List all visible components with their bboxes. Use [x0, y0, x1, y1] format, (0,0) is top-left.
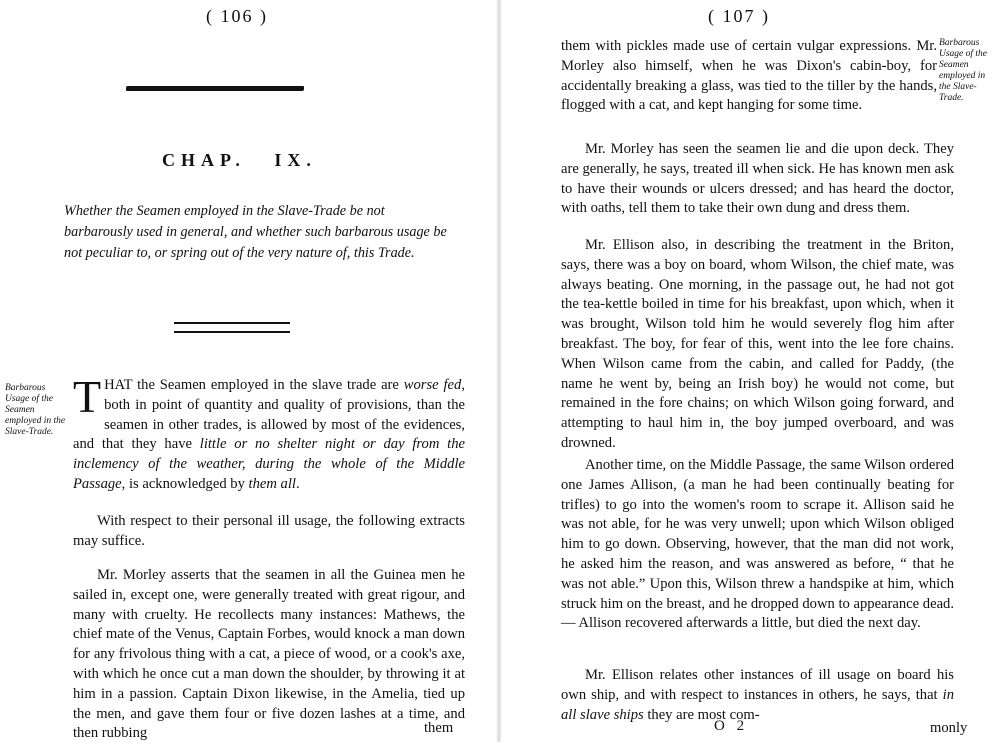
left-para-3 — [73, 566, 465, 744]
left-body-text — [73, 371, 465, 495]
paragraph — [561, 666, 954, 725]
paragraph: Mr. Morley asserts that the seamen in all the Guinea men he sailed in, except one, were generally treated with great rigour, and many with cruelty. He recollects many instances: Mathews, the chief mate of the Venus, Captain Forbes, would knock a man down for any frivolous thing with a cat, a piece of wood, or a cook's axe, with which he once cut a man down the shoulder, by throwing it at him in a passion. Captain Dixon likewise, in the Amelia, tied up the men, and gave them four or five dozen lashes at a time, and then rubbing — [73, 567, 465, 742]
paragraph: Mr. Ellison also, in describing the treatment in the Briton, says, there was a boy on board, whom Wilson, the chief mate, was always beating. One morning, in the passage out, he had not got the tea-kettle boiled in time for his breakfast, upon which, when it was brought, Wilson told him he would severely flog him after breakfast. The boy, for fear of this, went into the lee fore chains. When Wilson came from the cabin, and called for Paddy, (the name he went by, being an Irish boy) he would not come, but remained in the fore chains; on which Wilson going forward, and attempting to haul him in, the boy jumped overboard, and was drowned. — [561, 237, 954, 451]
right-para-4 — [561, 456, 954, 634]
italic-run: them all — [248, 475, 296, 492]
drop-cap: T — [73, 371, 102, 422]
italic-run: worse fed — [403, 377, 462, 393]
ornamental-rule-top — [126, 86, 304, 91]
left-page — [0, 0, 500, 742]
text-run: Mr. Ellison relates other instances of ill usage on board his own ship, and with respect to instances in others, he says, that — [561, 667, 954, 703]
signature-mark: O 2 — [714, 718, 749, 734]
paragraph: Mr. Morley has seen the seamen lie and die upon deck. They are generally, he says, treated ill when sick. He has known men ask to have their wounds or ulcers dressed; and has heard the doctor, with oaths, tell them to take their own dung and dress them. — [561, 141, 954, 217]
margin-note-right: Barbarous Usage of the Seamen employed in the Slave-Trade. — [939, 38, 988, 103]
chapter-title: CHAP. IX. — [162, 150, 317, 170]
text-run: , is acknowledged by — [121, 475, 249, 492]
paragraph: With respect to their personal ill usage, the following extracts may suffice. — [73, 513, 465, 549]
text-run: . — [295, 475, 300, 492]
right-para-3 — [561, 236, 954, 454]
italic-run: little or no shelter night or day from the inclemency of the weather, during the whole of the Middle Passage — [73, 436, 465, 492]
catchword-right: monly — [930, 720, 968, 736]
page-number-left: ( 106 ) — [206, 6, 268, 26]
paragraph-opening — [73, 371, 465, 495]
left-para-2 — [73, 512, 465, 552]
page-number-right: ( 107 ) — [708, 6, 770, 26]
italic-run: in all slave ships — [561, 686, 954, 723]
margin-note-left: Barbarous Usage of the Seamen employed in the Slave-Trade. — [5, 383, 66, 437]
paragraph: Another time, on the Middle Passage, the same Wilson ordered one James Allison, (a man he had been continually beating for trifles) to go into the women's room to scrape it. Allison said he was not able, for he was very unwell; upon which Wilson obliged him to go down. Observing, however, that the man did not work, he asked him the reason, and was answered as before, “ that he was not able.” Upon this, Wilson threw a handspike at him, which struck him on the breast, and he dropped down to appearance dead. — Allison recovered afterwards a little, but died the next day. — [561, 457, 954, 632]
right-para-2 — [561, 140, 954, 219]
right-page — [500, 0, 1000, 742]
paragraph: them with pickles made use of certain vulgar expressions. Mr. Morley also himself, when he was Dixon's cabin-boy, for accidentally breaking a glass, was tied to the tiller by the hands, flogged with a cat, and kept hanging for some time. — [561, 38, 937, 114]
chapter-subtitle: Whether the Seamen employed in the Slave-Trade be not barbarously used in general, and whether such barbarous usage be not peculiar to, or spring out of the very nature of, this Trade. — [64, 203, 447, 261]
right-para-1 — [561, 37, 937, 116]
text-run: , both in point of quantity and quality of provisions, than the seamen in other trades, is allowed by most of the evidences, and that they have — [73, 377, 465, 453]
catchword-left: them — [424, 720, 454, 736]
text-run: they are most com- — [643, 706, 760, 723]
text-run: HAT the Seamen employed in the slave trade are — [104, 377, 404, 393]
right-para-5 — [561, 666, 954, 725]
ornamental-rule-double — [174, 322, 290, 333]
